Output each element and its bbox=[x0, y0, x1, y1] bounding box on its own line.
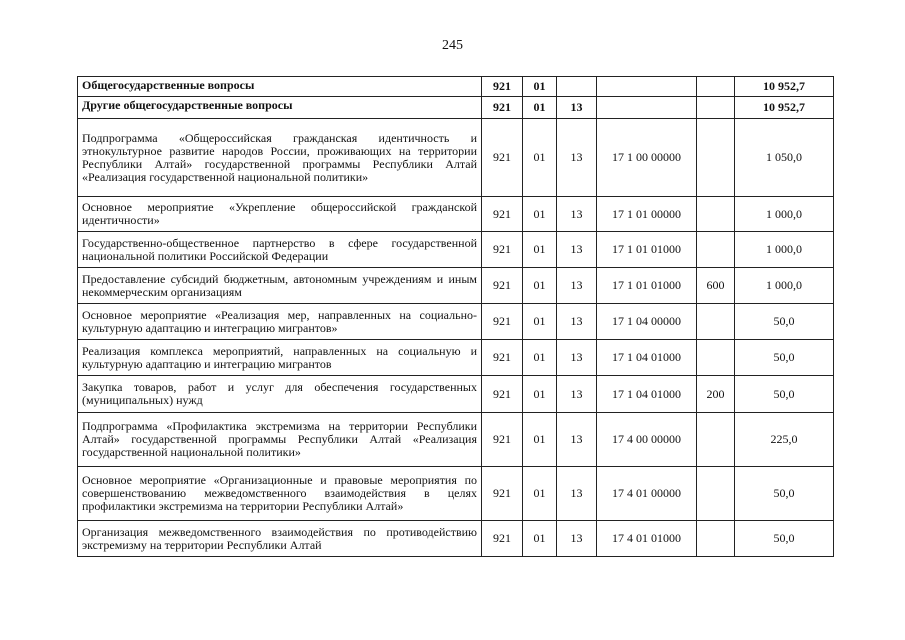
cell-grbs: 921 bbox=[482, 413, 523, 467]
cell-amount: 10 952,7 bbox=[735, 77, 834, 97]
cell-subsection: 13 bbox=[557, 413, 597, 467]
table-row bbox=[78, 197, 834, 232]
cell-subsection: 13 bbox=[557, 304, 597, 340]
cell-amount: 50,0 bbox=[735, 376, 834, 413]
cell-grbs: 921 bbox=[482, 77, 523, 97]
cell-section: 01 bbox=[523, 304, 557, 340]
table-row bbox=[78, 77, 834, 97]
cell-target-article bbox=[597, 97, 697, 119]
cell-amount: 50,0 bbox=[735, 521, 834, 557]
cell-grbs: 921 bbox=[482, 268, 523, 304]
cell-name: Закупка товаров, работ и услуг для обеспечения государственных (муниципальных) нужд bbox=[78, 376, 482, 413]
cell-name: Государственно-общественное партнерство в сфере государственной национальной политики Российской Федерации bbox=[78, 232, 482, 268]
table-row bbox=[78, 413, 834, 467]
cell-subsection: 13 bbox=[557, 521, 597, 557]
cell-expense-type bbox=[697, 413, 735, 467]
cell-name: Основное мероприятие «Организационные и правовые мероприятия по совершенствованию межведомственного взаимодействия в целях профилактики экстремизма на территории Республики Алтай» bbox=[78, 467, 482, 521]
cell-amount: 1 050,0 bbox=[735, 119, 834, 197]
cell-target-article: 17 1 01 00000 bbox=[597, 197, 697, 232]
table-row bbox=[78, 232, 834, 268]
cell-expense-type: 600 bbox=[697, 268, 735, 304]
table-row bbox=[78, 268, 834, 304]
cell-section: 01 bbox=[523, 232, 557, 268]
cell-name: Подпрограмма «Общероссийская гражданская идентичность и этнокультурное развитие народов России, проживающих на территории Республики Алтай» государственной программы Республики Алтай «Реализация государственной национальной политики» bbox=[78, 119, 482, 197]
cell-target-article: 17 4 01 01000 bbox=[597, 521, 697, 557]
cell-expense-type bbox=[697, 97, 735, 119]
page-number: 245 bbox=[442, 38, 463, 53]
cell-section: 01 bbox=[523, 467, 557, 521]
cell-target-article: 17 1 01 01000 bbox=[597, 268, 697, 304]
cell-target-article: 17 4 00 00000 bbox=[597, 413, 697, 467]
cell-subsection: 13 bbox=[557, 197, 597, 232]
cell-amount: 10 952,7 bbox=[735, 97, 834, 119]
table-row bbox=[78, 376, 834, 413]
cell-grbs: 921 bbox=[482, 467, 523, 521]
cell-name: Подпрограмма «Профилактика экстремизма на территории Республики Алтай» государственной программы Республики Алтай «Реализация государственной национальной политики» bbox=[78, 413, 482, 467]
cell-subsection: 13 bbox=[557, 467, 597, 521]
cell-expense-type bbox=[697, 521, 735, 557]
cell-subsection: 13 bbox=[557, 119, 597, 197]
cell-target-article bbox=[597, 77, 697, 97]
cell-name: Организация межведомственного взаимодействия по противодействию экстремизму на территории Республики Алтай bbox=[78, 521, 482, 557]
cell-subsection bbox=[557, 77, 597, 97]
cell-grbs: 921 bbox=[482, 119, 523, 197]
budget-table bbox=[77, 76, 834, 557]
cell-amount: 50,0 bbox=[735, 340, 834, 376]
cell-amount: 1 000,0 bbox=[735, 268, 834, 304]
cell-name: Основное мероприятие «Реализация мер, направленных на социально-культурную адаптацию и интеграцию мигрантов» bbox=[78, 304, 482, 340]
cell-section: 01 bbox=[523, 119, 557, 197]
cell-expense-type bbox=[697, 232, 735, 268]
cell-section: 01 bbox=[523, 268, 557, 304]
cell-amount: 225,0 bbox=[735, 413, 834, 467]
cell-name: Реализация комплекса мероприятий, направленных на социальную и культурную адаптацию и интеграцию мигрантов bbox=[78, 340, 482, 376]
cell-target-article: 17 1 01 01000 bbox=[597, 232, 697, 268]
cell-name: Другие общегосударственные вопросы bbox=[78, 97, 482, 119]
cell-target-article: 17 1 04 01000 bbox=[597, 340, 697, 376]
cell-grbs: 921 bbox=[482, 340, 523, 376]
cell-subsection: 13 bbox=[557, 97, 597, 119]
cell-grbs: 921 bbox=[482, 521, 523, 557]
table-row bbox=[78, 340, 834, 376]
cell-amount: 50,0 bbox=[735, 304, 834, 340]
cell-section: 01 bbox=[523, 413, 557, 467]
cell-subsection: 13 bbox=[557, 268, 597, 304]
cell-amount: 1 000,0 bbox=[735, 232, 834, 268]
cell-target-article: 17 4 01 00000 bbox=[597, 467, 697, 521]
cell-name: Общегосударственные вопросы bbox=[78, 77, 482, 97]
cell-grbs: 921 bbox=[482, 232, 523, 268]
cell-grbs: 921 bbox=[482, 304, 523, 340]
cell-target-article: 17 1 04 01000 bbox=[597, 376, 697, 413]
cell-expense-type bbox=[697, 304, 735, 340]
cell-grbs: 921 bbox=[482, 97, 523, 119]
cell-amount: 50,0 bbox=[735, 467, 834, 521]
cell-section: 01 bbox=[523, 77, 557, 97]
cell-section: 01 bbox=[523, 97, 557, 119]
cell-amount: 1 000,0 bbox=[735, 197, 834, 232]
cell-expense-type bbox=[697, 340, 735, 376]
table-row bbox=[78, 97, 834, 119]
cell-section: 01 bbox=[523, 340, 557, 376]
cell-expense-type: 200 bbox=[697, 376, 735, 413]
cell-expense-type bbox=[697, 77, 735, 97]
cell-name: Основное мероприятие «Укрепление общероссийской гражданской идентичности» bbox=[78, 197, 482, 232]
cell-grbs: 921 bbox=[482, 376, 523, 413]
cell-expense-type bbox=[697, 197, 735, 232]
cell-subsection: 13 bbox=[557, 376, 597, 413]
cell-section: 01 bbox=[523, 376, 557, 413]
cell-grbs: 921 bbox=[482, 197, 523, 232]
cell-subsection: 13 bbox=[557, 232, 597, 268]
table-row bbox=[78, 119, 834, 197]
table-row bbox=[78, 467, 834, 521]
cell-section: 01 bbox=[523, 521, 557, 557]
cell-expense-type bbox=[697, 119, 735, 197]
cell-target-article: 17 1 00 00000 bbox=[597, 119, 697, 197]
cell-name: Предоставление субсидий бюджетным, автономным учреждениям и иным некоммерческим организациям bbox=[78, 268, 482, 304]
cell-expense-type bbox=[697, 467, 735, 521]
cell-target-article: 17 1 04 00000 bbox=[597, 304, 697, 340]
table-row bbox=[78, 304, 834, 340]
cell-section: 01 bbox=[523, 197, 557, 232]
cell-subsection: 13 bbox=[557, 340, 597, 376]
table-row bbox=[78, 521, 834, 557]
table-body bbox=[78, 77, 834, 557]
